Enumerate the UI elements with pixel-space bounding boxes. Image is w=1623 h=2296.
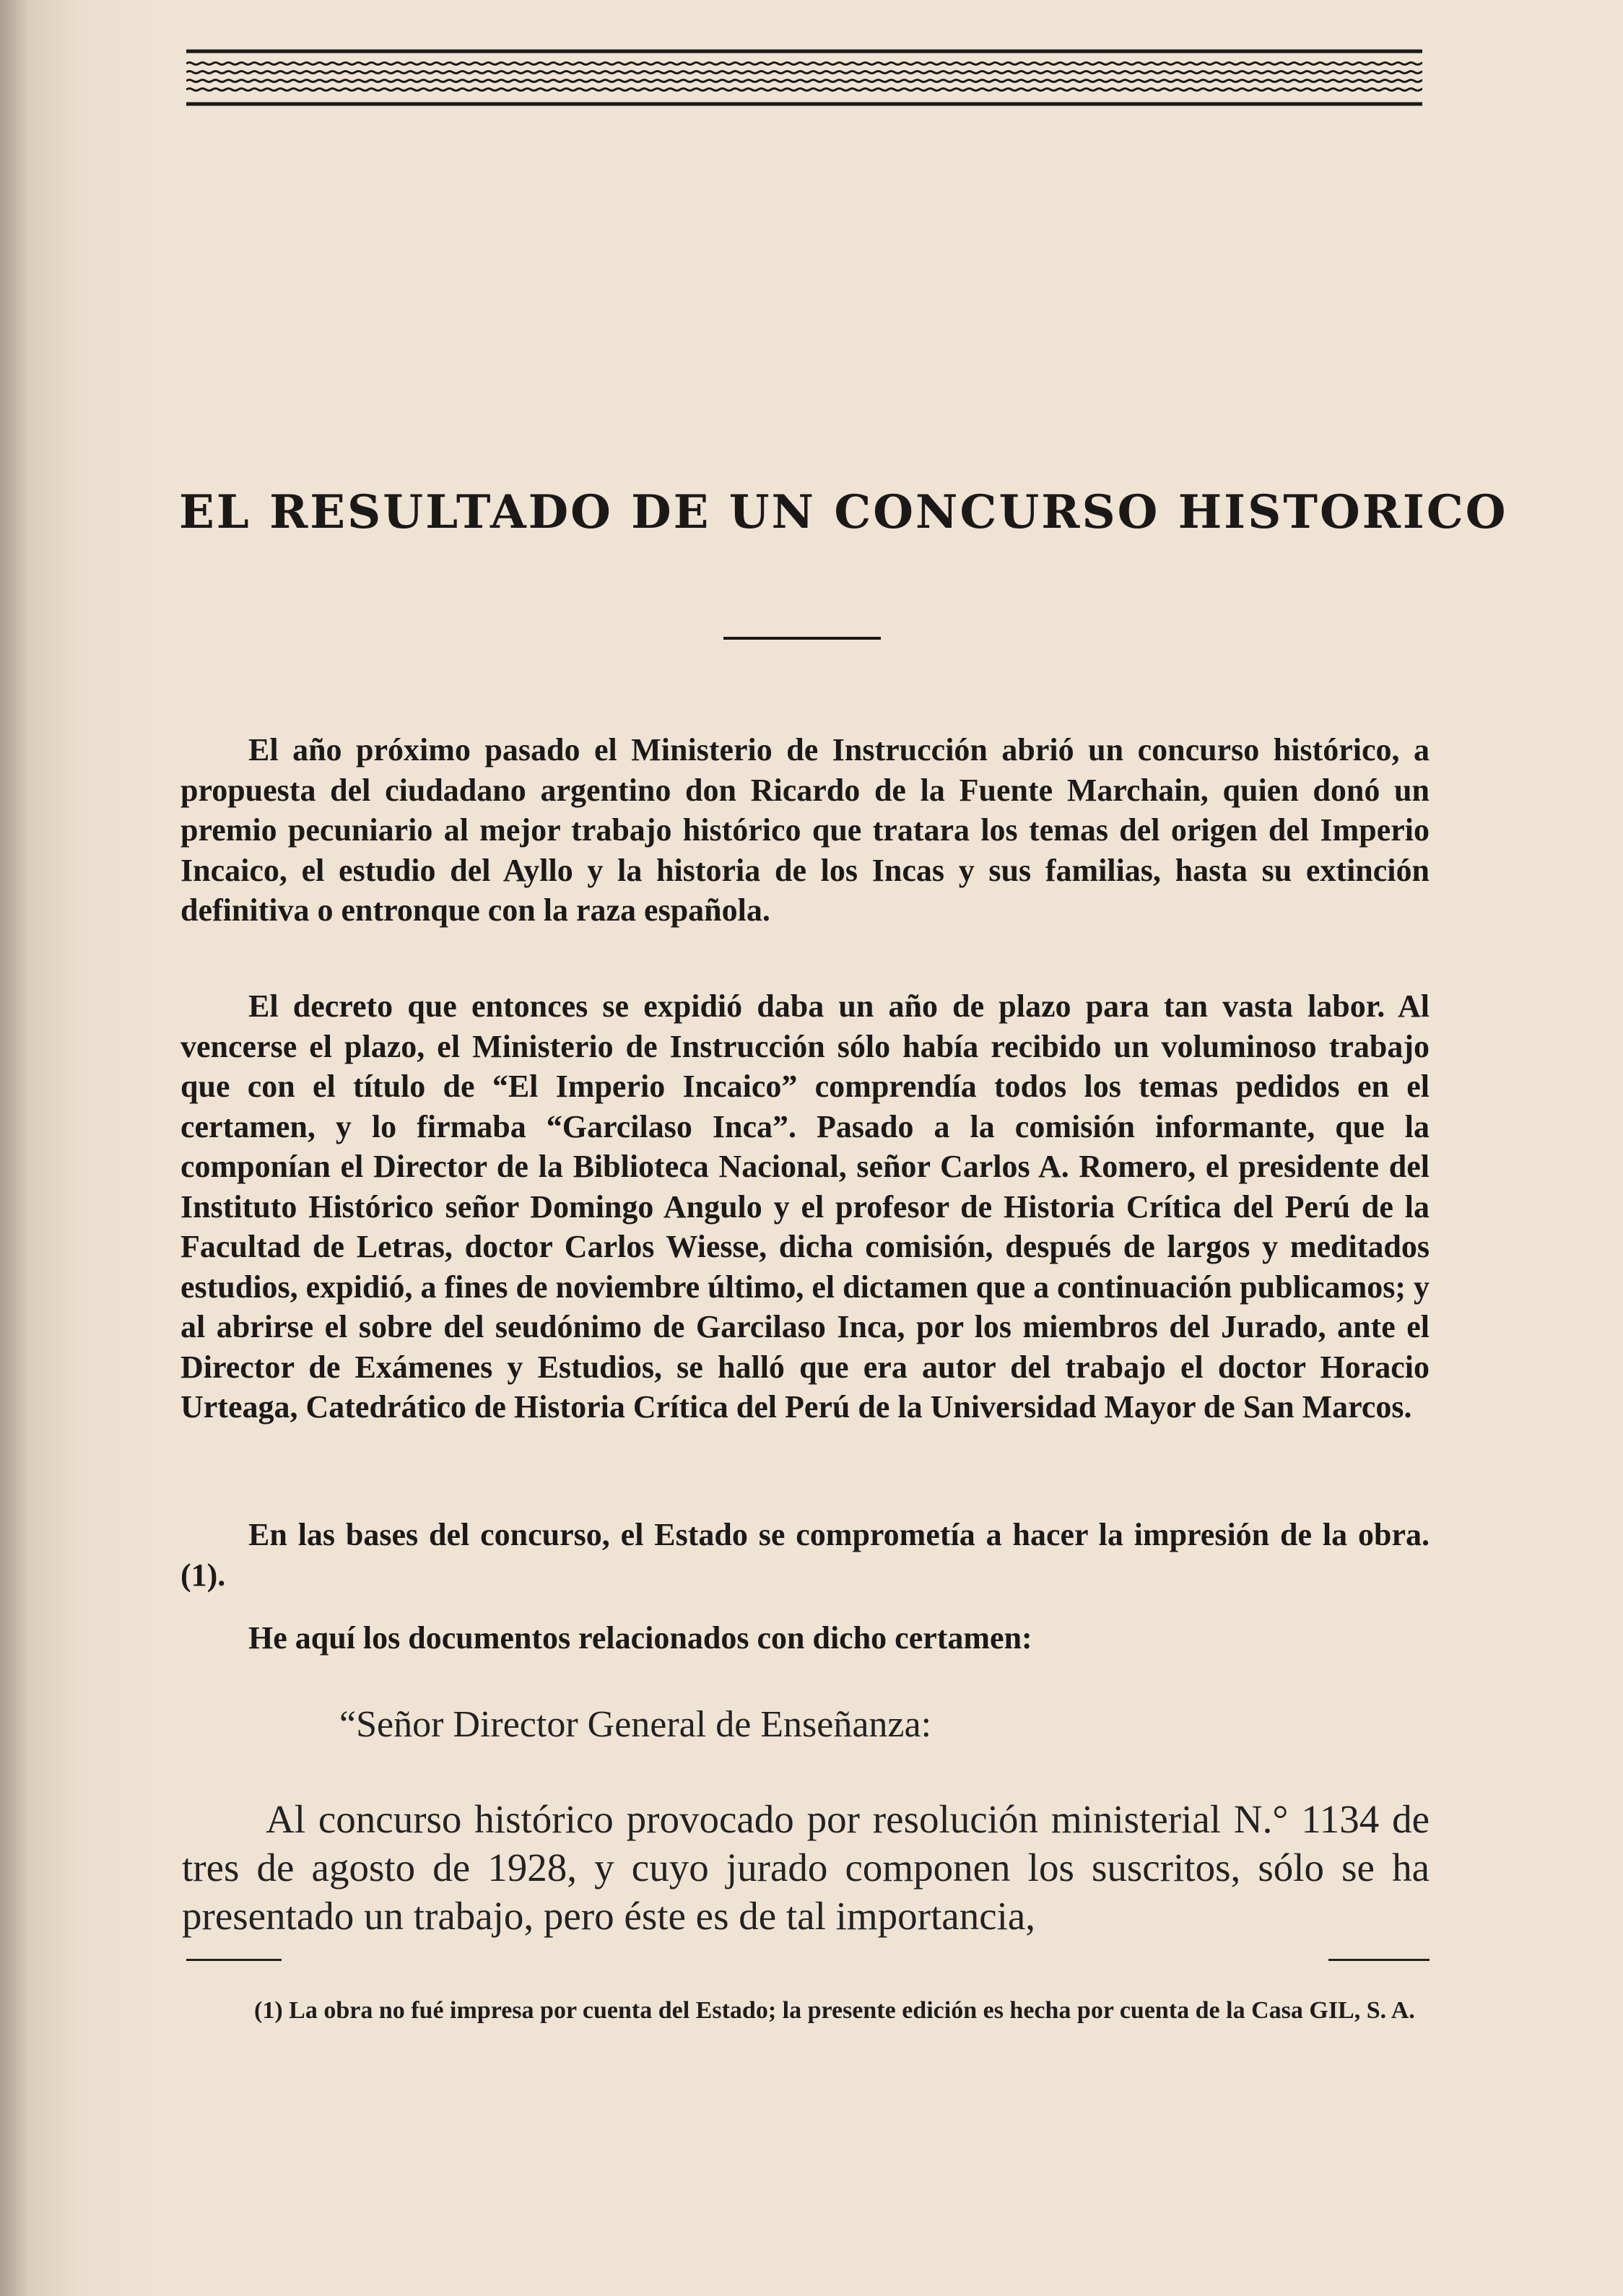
paragraph-text: El decreto que entonces se expidió daba un año de plazo para tan vasta labor. Al vencerse el plazo, el Ministerio de Instrucción sólo había recibido un voluminoso trabajo que con el título de “El Imperio Incaico” comprendía todos los temas pedidos en el certamen, y lo firmaba “Garcilaso Inca”. Pasado a la comisión informante, que la componían el Director de la Biblioteca Nacional, señor Carlos A. Romero, el presidente del Instituto Histórico señor Domingo Angulo y el profesor de Historia Crítica del Perú de la Facultad de Letras, doctor Carlos Wiesse, dicha comisión, después de largos y meditados estudios, expidió, a fines de noviembre último, el dictamen que a continuación publicamos; y al abrirse el sobre del seudónimo de Garcilaso Inca, por los miembros del Jurado, ante el Director de Exámenes y Estudios, se halló que era autor del trabajo el doctor Horacio Urteaga, Catedrático de Historia Crítica del Perú de la Universidad Mayor de San Marcos.	[180, 988, 1430, 1425]
letter-paragraph: Al concurso histórico provocado por resolución ministerial N.° 1134 de tres de agosto de 1928, y cuyo jurado componen los suscritos, sólo se ha presentado un trabajo, pero éste es de tal importancia,	[182, 1797, 1430, 1938]
documents-intro-line: He aquí los documentos relacionados con dicho certamen:	[248, 1620, 1032, 1656]
footnote-rule-left	[186, 1959, 282, 1961]
title-underline-rule	[723, 637, 881, 640]
paragraph-text: En las bases del concurso, el Estado se comprometía a hacer la impresión de la obra. (1).	[180, 1517, 1430, 1593]
article-title: EL RESULTADO DE UN CONCURSO HISTORICO	[179, 485, 1508, 539]
paragraph-text: El año próximo pasado el Ministerio de Instrucción abrió un concurso histórico, a propuesta del ciudadano argentino don Ricardo de la Fuente Marchain, quien donó un premio pecuniario al mejor trabajo histórico que tratara los temas del origen del Imperio Incaico, el estudio del Ayllo y la historia de los Incas y sus familias, hasta su extinción definitiva o entronque con la raza española.	[180, 732, 1430, 928]
footnote	[182, 1992, 1430, 2030]
letter-body	[182, 1795, 1430, 1940]
body-paragraph-1	[180, 730, 1430, 931]
letter-salutation: “Señor Director General de Enseñanza:	[339, 1704, 932, 1745]
body-paragraph-3	[180, 1515, 1430, 1595]
body-paragraph-2	[180, 986, 1430, 1427]
footnote-rule-right	[1328, 1959, 1430, 1961]
footnote-text: (1) La obra no fué impresa por cuenta del Estado; la presente edición es hecha por cuenta de la Casa GIL, S. A.	[254, 1997, 1415, 2024]
header-ornament	[186, 48, 1422, 108]
